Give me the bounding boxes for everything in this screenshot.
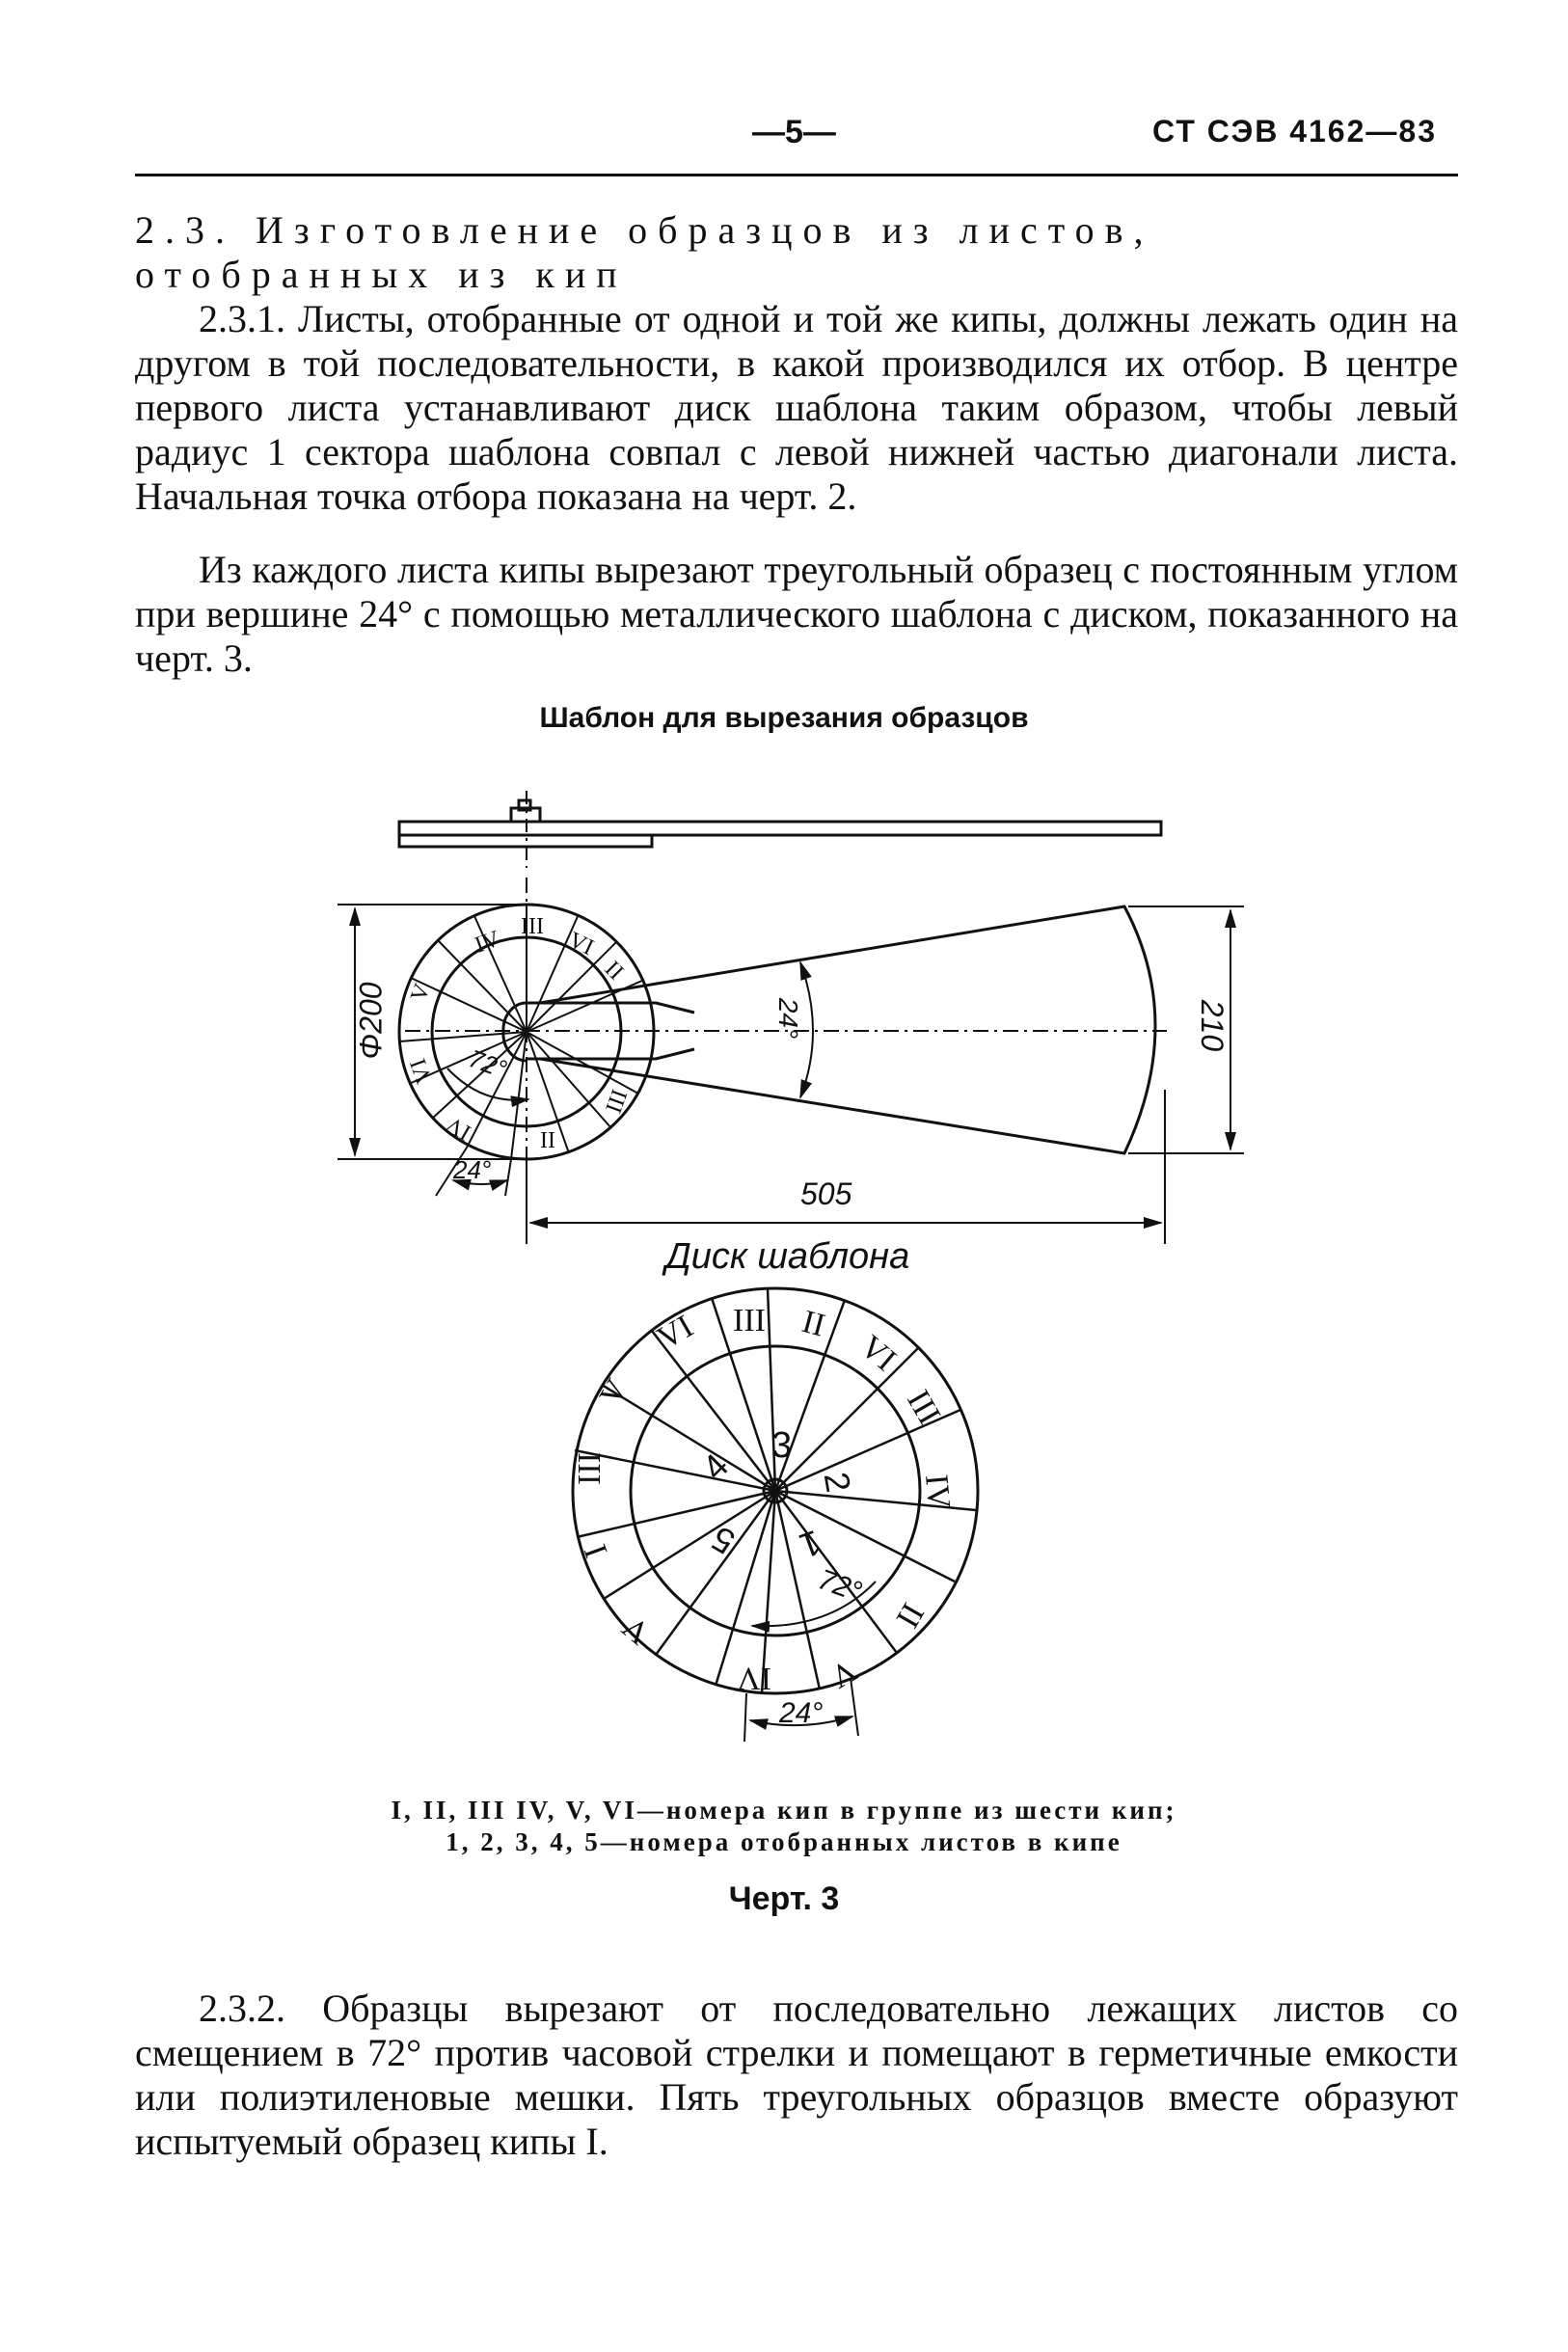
svg-text:III: III	[572, 1452, 608, 1485]
svg-text:V: V	[406, 980, 436, 1006]
svg-text:VI: VI	[405, 1055, 438, 1087]
disk-number-5: 5	[704, 1518, 742, 1563]
disk-angle-72-bottom: 72°	[813, 1563, 866, 1609]
disk-caption: Диск шаблона	[665, 1236, 910, 1277]
disk-number-4: 4	[694, 1446, 737, 1488]
svg-text:III: III	[900, 1384, 948, 1431]
svg-text:IV: IV	[737, 1661, 771, 1696]
svg-text:VI: VI	[564, 927, 598, 961]
blade-angle-label: 24°	[773, 997, 804, 1040]
paragraph-2-3-1-continued: Из каждого листа кипы вырезают треугольный образец с постоянным углом при вершине 24° с помощью металлического шаблона с диском, показанного на черт. 3.	[135, 548, 1458, 680]
figure-title: Шаблон для вырезания образцов	[539, 702, 1029, 734]
svg-text:III: III	[600, 1085, 632, 1117]
disk-angle-72-top: 72°	[465, 1043, 511, 1084]
section-heading: 2.3. Изготовление образцов из листов, отобранных из кип	[135, 208, 1154, 296]
svg-text:V: V	[824, 1652, 863, 1695]
side-view-bar	[399, 822, 1161, 835]
figure-legend-line-1: I, II, III IV, V, VI—номера кип в группе из шести кип;	[391, 1796, 1177, 1825]
svg-text:V: V	[592, 1373, 636, 1412]
svg-text:II: II	[599, 956, 629, 986]
disk-angle-24-top: 24°	[453, 1155, 492, 1184]
svg-text:II: II	[888, 1597, 932, 1635]
svg-text:VI: VI	[651, 1308, 700, 1357]
paragraph-2-3-1: 2.3.1. Листы, отобранные от одной и той же кипы, должны лежать один на другом в той последовательности, в какой производился их отбор. В центре первого листа устанавливают диск шаблона таким образом, чтобы левый радиус 1 сектора шаблона совпал с левой нижней частью диагонали листа. Начальная точка отбора показана на черт. 2.	[135, 297, 1458, 518]
svg-text:IV: IV	[918, 1473, 958, 1511]
svg-text:II: II	[798, 1303, 829, 1344]
dimension-diameter: Φ200	[353, 982, 389, 1060]
disk-angle-24-bottom: 24°	[779, 1697, 824, 1729]
disk-number-2: 2	[816, 1469, 859, 1496]
svg-text:III: III	[521, 914, 544, 939]
svg-text:IV: IV	[442, 1111, 475, 1146]
svg-text:VI: VI	[852, 1328, 904, 1379]
svg-text:IV: IV	[472, 926, 503, 959]
svg-text:II: II	[540, 1128, 555, 1153]
document-code: СТ СЭВ 4162—83	[1152, 114, 1437, 149]
figure-legend-line-2: 1, 2, 3, 4, 5—номера отобранных листов в кипе	[446, 1827, 1122, 1856]
disk-number-3: 3	[771, 1425, 793, 1466]
paragraph-2-3-2: 2.3.2. Образцы вырезают от последовательно лежащих листов со смещением в 72° против часовой стрелки и помещают в герметичные емкости или полиэтиленовые мешки. Пять треугольных образцов вместе образуют испытуемый образец кипы I.	[135, 1987, 1458, 2163]
dimension-length: 505	[800, 1176, 852, 1211]
figure-caption: Черт. 3	[728, 1880, 840, 1917]
page-number: —5—	[752, 114, 836, 150]
svg-text:V: V	[615, 1609, 658, 1652]
svg-text:III: III	[733, 1303, 766, 1338]
dimension-height: 210	[1195, 999, 1230, 1052]
svg-text:I: I	[577, 1539, 615, 1562]
disk-number-1: 1	[794, 1522, 826, 1567]
